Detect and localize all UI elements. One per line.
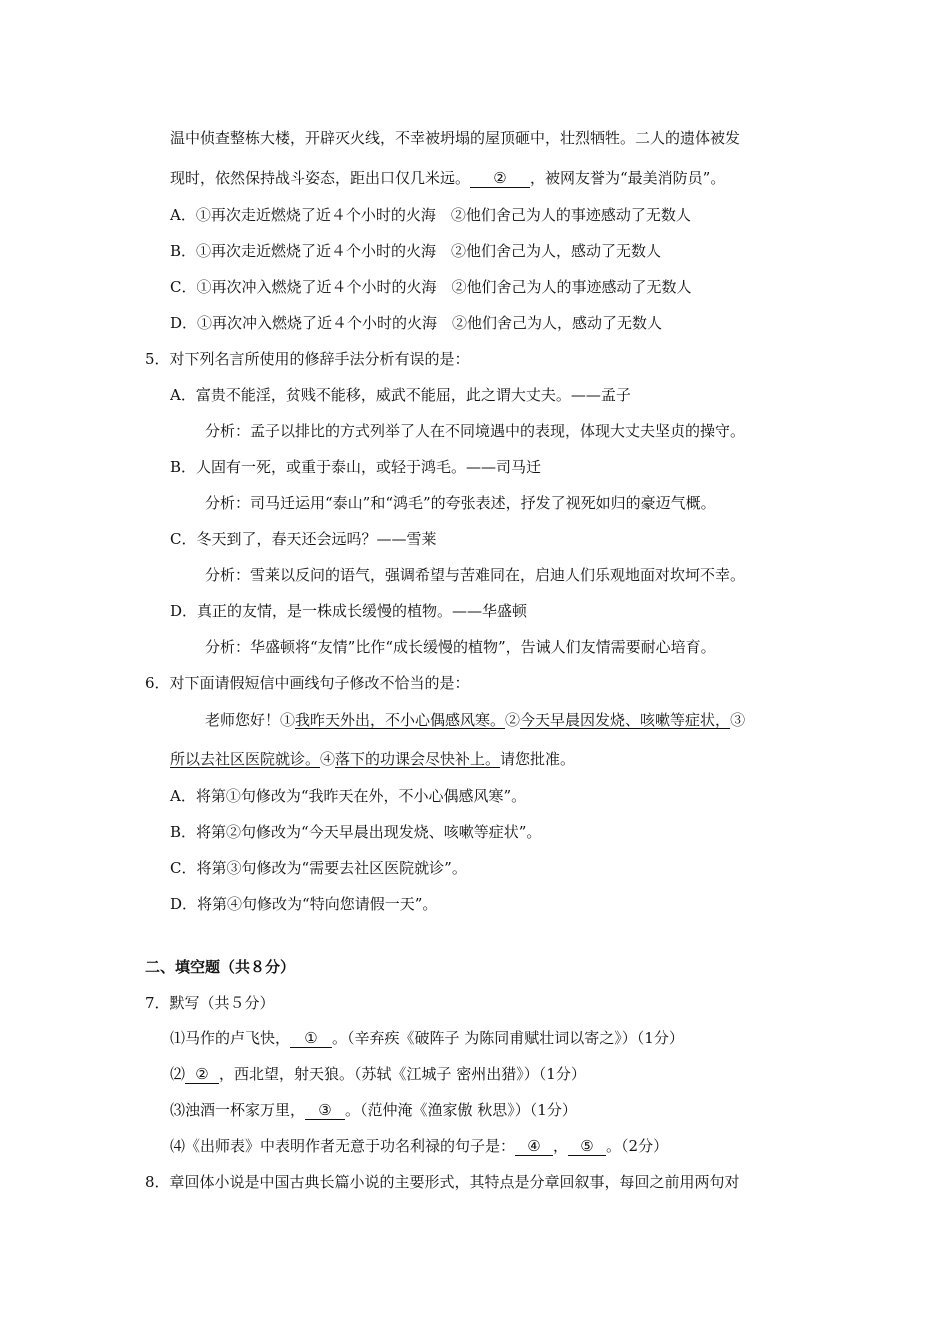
q4-option-c: C．①再次冲入燃烧了近４个小时的火海 ②他们舍己为人的事迹感动了无数人	[170, 278, 692, 296]
q5-option-b-analysis: 分析：司马迁运用“泰山”和“鸿毛”的夸张表述，抒发了视死如归的豪迈气概。	[205, 494, 716, 512]
q6-message-line1	[205, 710, 745, 730]
q7-blank-4: ④	[515, 1138, 553, 1156]
q4-text-line2	[170, 168, 725, 188]
q6-mark-4: ④	[320, 750, 336, 768]
q7-blank-5: ⑤	[568, 1138, 606, 1156]
q5-option-c-analysis: 分析：雪莱以反问的语气，强调希望与苦难同在，启迪人们乐观地面对坎坷不幸。	[205, 566, 746, 584]
q7-item-2-pre: ⑵	[170, 1065, 186, 1083]
q6-sentence-1: 我昨天外出，不小心偶感风寒。	[295, 711, 506, 729]
q6-mark-2: ②	[505, 711, 521, 729]
q6-mark-3: ③	[730, 711, 746, 729]
q6-message-suffix: 请您批准。	[500, 750, 576, 768]
q7-item-3	[170, 1100, 577, 1120]
q8-stem: 8．章回体小说是中国古典长篇小说的主要形式，其特点是分章回叙事，每回之前用两句对	[145, 1173, 740, 1191]
section-2-heading: 二、填空题（共８分）	[145, 958, 296, 976]
q5-option-b-quote: B．人固有一死，或重于泰山，或轻于鸿毛。——司马迁	[170, 458, 542, 476]
q4-option-d: D．①再次冲入燃烧了近４个小时的火海 ②他们舍己为人，感动了无数人	[170, 314, 663, 332]
q7-item-3-pre: ⑶浊酒一杯家万里，	[170, 1101, 306, 1119]
q5-option-a-analysis: 分析：孟子以排比的方式列举了人在不同境遇中的表现，体现大丈夫坚贞的操守。	[205, 422, 746, 440]
q5-stem: 5．对下列名言所使用的修辞手法分析有误的是：	[145, 350, 470, 368]
q7-blank-1: ①	[290, 1030, 332, 1048]
q7-item-4	[170, 1136, 668, 1156]
q4-text-line2-pre: 现时，依然保持战斗姿态，距出口仅几米远。	[170, 169, 471, 187]
q6-sentence-4: 落下的功课会尽快补上。	[335, 750, 501, 768]
q6-message-prefix: 老师您好！①	[205, 711, 296, 729]
q4-option-a: A．①再次走近燃烧了近４个小时的火海 ②他们舍己为人的事迹感动了无数人	[170, 206, 691, 224]
q4-blank-2: ②	[470, 170, 530, 188]
q7-item-4-pre: ⑷《出师表》中表明作者无意于功名利禄的句子是：	[170, 1137, 516, 1155]
q5-option-d-quote: D．真正的友情，是一株成长缓慢的植物。——华盛顿	[170, 602, 528, 620]
q4-text-line2-post: ，被网友誉为“最美消防员”。	[530, 169, 726, 187]
q6-stem: 6．对下面请假短信中画线句子修改不恰当的是：	[145, 674, 470, 692]
q6-sentence-2: 今天早晨因发烧、咳嗽等症状，	[520, 711, 731, 729]
q7-blank-2: ②	[185, 1066, 219, 1084]
q6-message-line2	[170, 749, 575, 769]
q7-item-4-mid: ，	[553, 1137, 569, 1155]
q5-option-a-quote: A．富贵不能淫，贫贱不能移，威武不能屈，此之谓大丈夫。——孟子	[170, 386, 631, 404]
q6-sentence-3: 所以去社区医院就诊。	[170, 750, 321, 768]
q7-item-1-post: 。（辛弃疾《破阵子 为陈同甫赋壮词以寄之》）（1分）	[332, 1029, 684, 1047]
q5-option-c-quote: C．冬天到了，春天还会远吗？——雪莱	[170, 530, 437, 548]
q7-item-2-post: ，西北望，射天狼。（苏轼《江城子 密州出猎》）（1分）	[219, 1065, 586, 1083]
q6-option-c: C．将第③句修改为“需要去社区医院就诊”。	[170, 859, 467, 877]
q7-item-4-post: 。（2分）	[606, 1137, 669, 1155]
q7-item-2	[170, 1064, 586, 1084]
q7-blank-3: ③	[305, 1102, 345, 1120]
q6-option-d: D．将第④句修改为“特向您请假一天”。	[170, 895, 438, 913]
q7-stem: 7．默写（共５分）	[145, 994, 275, 1012]
q7-item-1	[170, 1028, 684, 1048]
q4-option-b: B．①再次走近燃烧了近４个小时的火海 ②他们舍己为人，感动了无数人	[170, 242, 662, 260]
q7-item-3-post: 。（范仲淹《渔家傲 秋思》）（1分）	[345, 1101, 577, 1119]
q7-item-1-pre: ⑴马作的卢飞快，	[170, 1029, 291, 1047]
q5-option-d-analysis: 分析：华盛顿将“友情”比作“成长缓慢的植物”，告诫人们友情需要耐心培育。	[205, 638, 716, 656]
q6-option-b: B．将第②句修改为“今天早晨出现发烧、咳嗽等症状”。	[170, 823, 542, 841]
q4-text-line1: 温中侦查整栋大楼，开辟灭火线，不幸被坍塌的屋顶砸中，壮烈牺牲。二人的遗体被发	[170, 129, 741, 147]
q6-option-a: A．将第①句修改为“我昨天在外，不小心偶感风寒”。	[170, 787, 527, 805]
